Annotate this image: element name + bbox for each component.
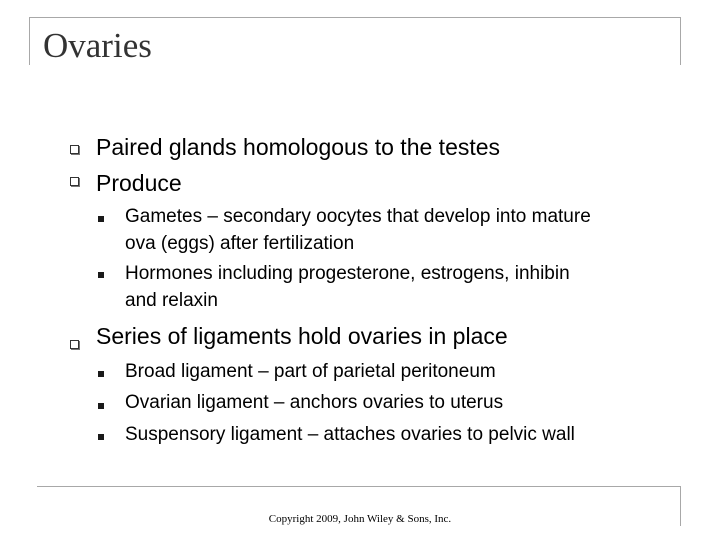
title-frame-right-line bbox=[680, 17, 681, 65]
hollow-square-bullet-icon bbox=[70, 145, 79, 154]
filled-square-bullet-icon bbox=[98, 403, 104, 409]
slide-title: Ovaries bbox=[43, 26, 152, 65]
bullet-text: Paired glands homologous to the testes bbox=[96, 134, 501, 160]
hollow-square-bullet-icon bbox=[70, 177, 79, 186]
footer-divider-line bbox=[37, 486, 681, 487]
sub-bullet-text-continued: and relaxin bbox=[125, 290, 218, 311]
copyright-notice: Copyright 2009, John Wiley & Sons, Inc. bbox=[268, 513, 452, 525]
filled-square-bullet-icon bbox=[98, 434, 104, 440]
bullet-text: Series of ligaments hold ovaries in place bbox=[96, 323, 508, 349]
title-frame-left-line bbox=[29, 17, 30, 65]
sub-bullet-text: Hormones including progesterone, estrogens, inhibin bbox=[125, 263, 570, 284]
title-frame-top-line bbox=[29, 17, 681, 18]
sub-bullet-text: Suspensory ligament – attaches ovaries to pelvic wall bbox=[125, 424, 575, 445]
filled-square-bullet-icon bbox=[98, 216, 104, 222]
sub-bullet-text: Broad ligament – part of parietal peritoneum bbox=[125, 361, 496, 382]
sub-bullet-text: Gametes – secondary oocytes that develop into mature bbox=[125, 206, 591, 227]
bullet-text: Produce bbox=[96, 170, 182, 196]
filled-square-bullet-icon bbox=[98, 371, 104, 377]
sub-bullet-text: Ovarian ligament – anchors ovaries to uterus bbox=[125, 392, 504, 413]
filled-square-bullet-icon bbox=[98, 272, 104, 278]
sub-bullet-text-continued: ova (eggs) after fertilization bbox=[125, 233, 355, 254]
hollow-square-bullet-icon bbox=[70, 340, 79, 349]
